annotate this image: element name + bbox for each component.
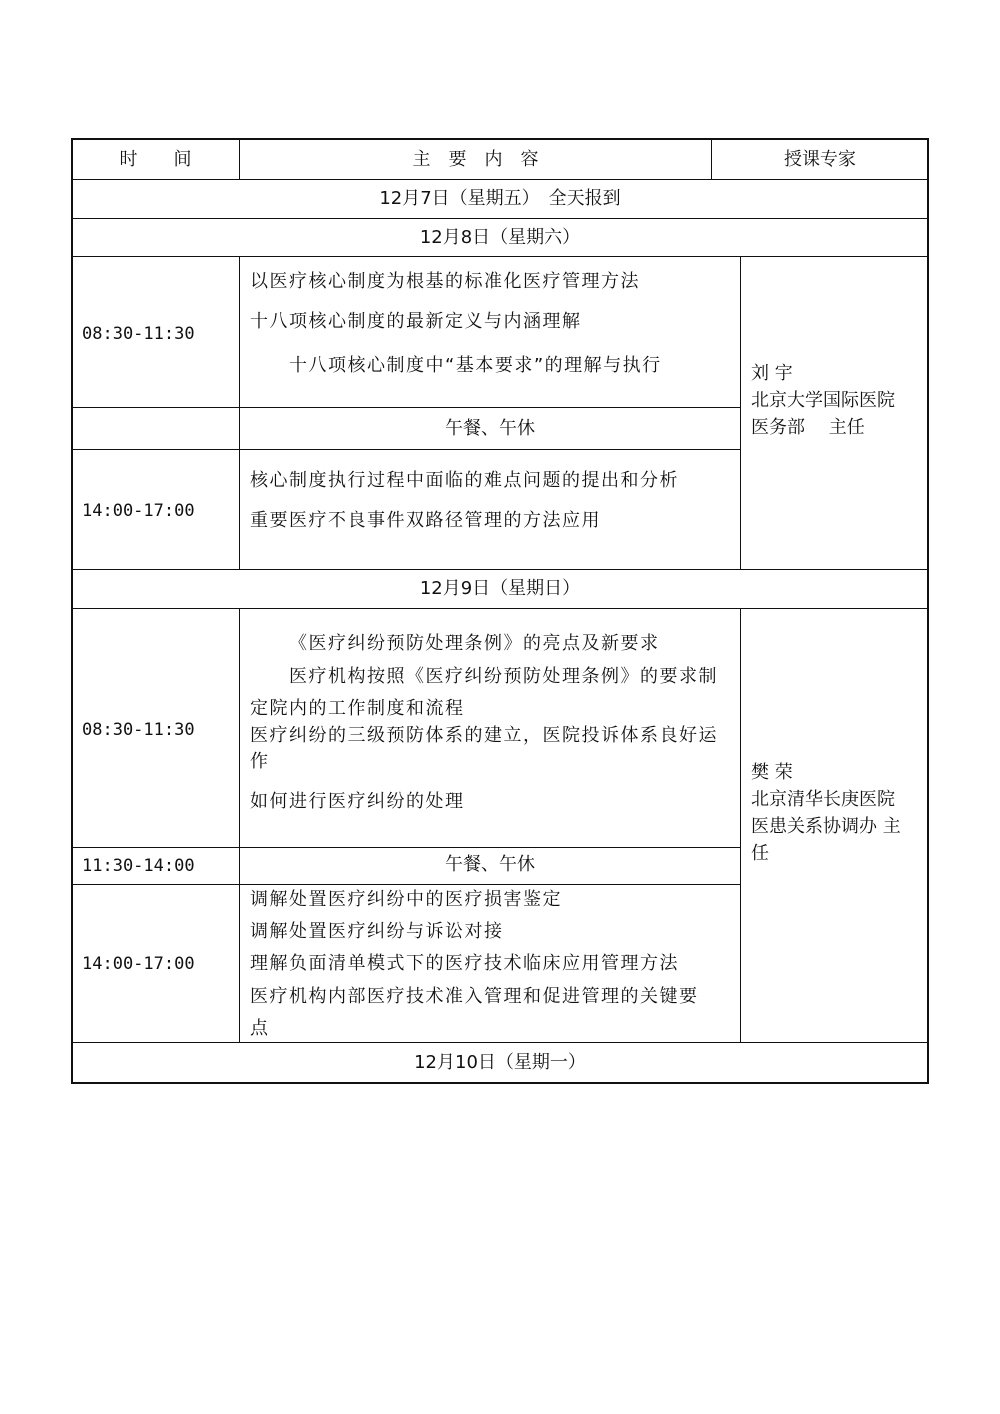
header-time: 时 间 [119, 149, 192, 170]
time-cell: 08:30-11:30 [82, 324, 195, 344]
day-row-dec10: 12月10日（星期一） [414, 1052, 586, 1073]
session-item: 医疗机构内部医疗技术准入管理和促进管理的关键要 [250, 986, 699, 1007]
session-item: 调解处置医疗纠纷中的医疗损害鉴定 [250, 889, 562, 910]
session-item: 点 [250, 1018, 270, 1039]
session-item: 医疗机构按照《医疗纠纷预防处理条例》的要求制 [289, 666, 718, 687]
time-cell: 08:30-11:30 [82, 720, 195, 740]
session-item: 重要医疗不良事件双路径管理的方法应用 [250, 510, 601, 531]
expert-title: 医患关系协调办 主 [751, 816, 901, 837]
day-row-dec9: 12月9日（星期日） [419, 578, 581, 599]
expert-org: 北京清华长庚医院 [751, 789, 895, 810]
expert-name: 樊 荣 [751, 762, 793, 783]
session-item: 调解处置医疗纠纷与诉讼对接 [250, 921, 504, 942]
expert-title: 医务部 主任 [751, 417, 865, 438]
header-expert: 授课专家 [784, 149, 856, 170]
day-row-dec7: 12月7日（星期五） 全天报到 [379, 188, 621, 209]
session-item: 定院内的工作制度和流程 [250, 698, 465, 719]
session-item: 理解负面清单模式下的医疗技术临床应用管理方法 [250, 953, 679, 974]
expert-title-cont: 任 [751, 843, 769, 864]
session-item: 如何进行医疗纠纷的处理 [250, 791, 465, 812]
lunch-break: 午餐、午休 [445, 418, 535, 439]
time-cell: 11:30-14:00 [82, 856, 195, 876]
expert-name: 刘 宇 [751, 363, 793, 384]
expert-org: 北京大学国际医院 [751, 390, 895, 411]
day-row-dec8: 12月8日（星期六） [419, 227, 581, 248]
session-item: 核心制度执行过程中面临的难点问题的提出和分析 [250, 470, 679, 491]
lunch-break: 午餐、午休 [445, 854, 535, 875]
expert-block [751, 759, 901, 867]
session-item: 《医疗纠纷预防处理条例》的亮点及新要求 [289, 633, 660, 654]
time-cell: 14:00-17:00 [82, 501, 195, 521]
time-cell: 14:00-17:00 [82, 954, 195, 974]
session-item: 十八项核心制度的最新定义与内涵理解 [250, 311, 582, 332]
session-item: 以医疗核心制度为根基的标准化医疗管理方法 [250, 271, 640, 292]
expert-block [751, 360, 895, 441]
header-content: 主 要 内 容 [412, 149, 539, 170]
session-item: 医疗纠纷的三级预防体系的建立，医院投诉体系良好运 [250, 725, 718, 746]
session-item: 十八项核心制度中“基本要求”的理解与执行 [289, 355, 662, 376]
session-item: 作 [250, 751, 270, 772]
